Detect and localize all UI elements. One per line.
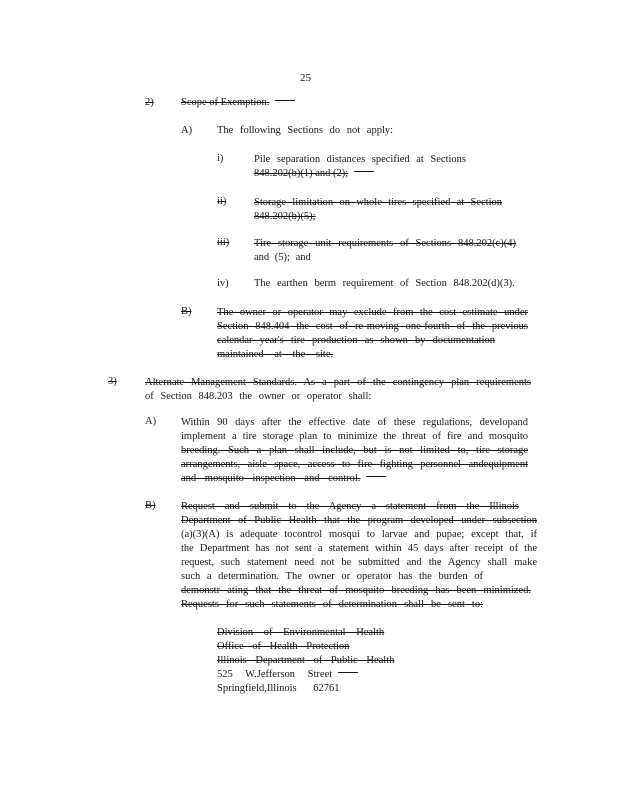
item-2B-marker: B): [181, 306, 192, 317]
page-number: 25: [300, 72, 311, 84]
item-2B-text: The owner or operator may exclude from the cost estimate under Section 848.404 the cost of re-moving one-fourth of the previous calendar year's tire production as shown by documentation maintained at the site.: [217, 307, 528, 360]
item-i-marker: i): [217, 153, 224, 164]
item-3B-text: Request and submit to the Agency a statement from the Illinois Department of Public Health that the program developed under subsection (a)(3)(A) is adequate tocontrol mosqui to larvae and pupae; except that, if the Department has not sent a statement within 45 days after receipt of the request, such statement need not be submitted and the Agency shall make such a determination. The owner or operator has the burden of demonstr ating that the threat of mosquito breeding has been minimized. Requests for such statements of determination shall be sent to:: [181, 501, 537, 610]
item-3A-marker: A): [145, 416, 157, 427]
item-ii-text: Storage limitation on whole tires specified at Section 848.202(b)(5);: [254, 197, 502, 222]
item-i-text: Pile separation distances specified at Sections 848.202(b)(1) and (2);: [254, 154, 466, 179]
item-iii-text: Tire storage unit requirements of Sections 848.202(c)(4) and (5); and: [254, 238, 516, 263]
item-3A-text: Within 90 days after the effective date of these regulations, developand implement a tire storage plan to minimize the threat of fire and mosquito breeding. Such a plan shall include, but is not limited to, tire storage arrangements, aisle space, access to fire fighting personnel andequipment and mosquito inspection and control.: [181, 417, 528, 484]
item-ii-marker: ii): [217, 196, 227, 207]
item-2-marker: 2): [145, 97, 154, 108]
item-3-marker: 3): [108, 376, 117, 387]
item-3-text: Alternate Management Standards. As a part of the contingency plan requirements of Section 848.203 the owner or operator shall:: [145, 377, 531, 402]
item-iv-marker: iv): [217, 278, 229, 289]
item-2A-text: The following Sections do not apply:: [217, 125, 394, 136]
item-3B-marker: B): [145, 500, 156, 511]
item-iv-text: The earthen berm requirement of Section 848.202(d)(3).: [254, 278, 515, 289]
item-iii-marker: iii): [217, 237, 230, 248]
item-2-heading: Scope of Exemption.: [181, 97, 295, 108]
agency-address: Division of Environmental Health Office of Health Protection Illinois Department of Public Health 525 W.Jefferson Street Springfield,Illinois 62761: [217, 626, 417, 696]
item-2A-marker: A): [181, 125, 193, 136]
